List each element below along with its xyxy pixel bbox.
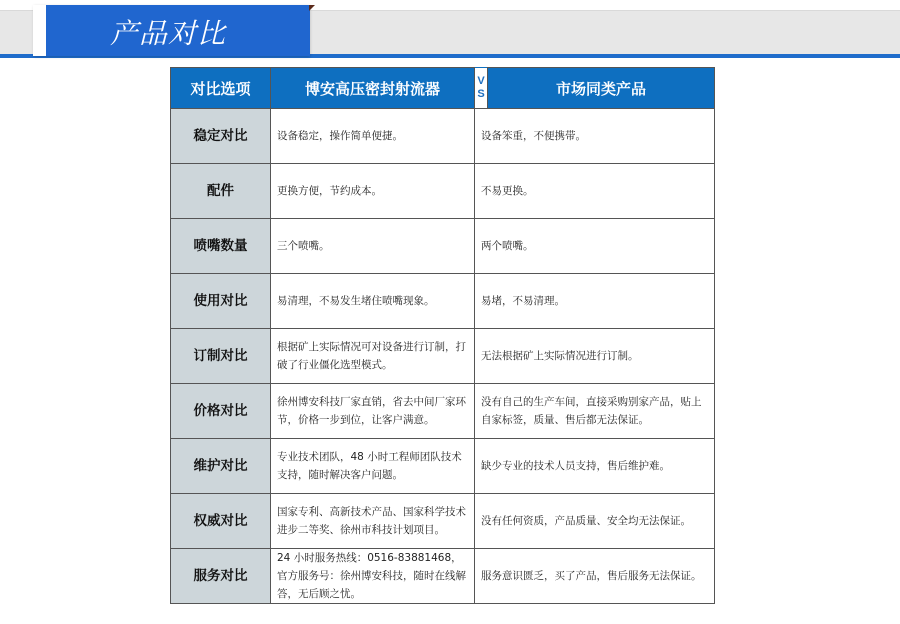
ours-cell: 设备稳定，操作简单便捷。: [271, 109, 475, 164]
table-row: [171, 494, 715, 549]
market-cell: 设备笨重，不便携带。: [475, 109, 715, 164]
row-label: 价格对比: [171, 384, 271, 439]
table-row: [171, 549, 715, 604]
row-label: 配件: [171, 164, 271, 219]
vs-letter-s: S: [477, 88, 485, 100]
row-label: 稳定对比: [171, 109, 271, 164]
corner-decoration: [309, 5, 315, 11]
vs-letter-v: V: [477, 75, 485, 87]
market-cell: 易堵，不易清理。: [475, 274, 715, 329]
market-cell: 两个喷嘴。: [475, 219, 715, 274]
table-row: [171, 384, 715, 439]
table-header-row: [171, 68, 715, 109]
table-row: [171, 274, 715, 329]
ours-cell: 徐州博安科技厂家直销，省去中间厂家环节，价格一步到位，让客户满意。: [271, 384, 475, 439]
table-row: [171, 439, 715, 494]
ours-cell: 国家专利、高新技术产品、国家科学技术进步二等奖、徐州市科技计划项目。: [271, 494, 475, 549]
ours-cell: 根据矿上实际情况可对设备进行订制，打破了行业僵化选型模式。: [271, 329, 475, 384]
table-row: [171, 219, 715, 274]
row-label: 维护对比: [171, 439, 271, 494]
page-title: 产品对比: [110, 17, 227, 50]
table-row: [171, 329, 715, 384]
comparison-table: [170, 67, 715, 604]
market-cell: 没有自己的生产车间，直接采购别家产品，贴上自家标签，质量、售后都无法保证。: [475, 384, 715, 439]
header-option: 对比选项: [171, 68, 271, 109]
row-label: 服务对比: [171, 549, 271, 604]
ours-cell: 专业技术团队，48 小时工程师团队技术支持，随时解决客户问题。: [271, 439, 475, 494]
market-cell: 服务意识匮乏，买了产品，售后服务无法保证。: [475, 549, 715, 604]
ours-cell: 易清理，不易发生堵住喷嘴现象。: [271, 274, 475, 329]
ours-cell: 三个喷嘴。: [271, 219, 475, 274]
row-label: 使用对比: [171, 274, 271, 329]
header-market: 市场同类产品: [488, 68, 715, 109]
row-label: 订制对比: [171, 329, 271, 384]
market-cell: 缺少专业的技术人员支持，售后维护难。: [475, 439, 715, 494]
ours-cell: 24 小时服务热线：0516-83881468，官方服务号：徐州博安科技，随时在线解答，无后顾之忧。: [271, 549, 475, 604]
row-label: 权威对比: [171, 494, 271, 549]
table-row: [171, 164, 715, 219]
row-label: 喷嘴数量: [171, 219, 271, 274]
market-cell: 无法根据矿上实际情况进行订制。: [475, 329, 715, 384]
header-ours: 博安高压密封射流器: [271, 68, 475, 109]
ours-cell: 更换方便，节约成本。: [271, 164, 475, 219]
table-row: [171, 109, 715, 164]
vs-badge: [475, 68, 488, 109]
market-cell: 没有任何资质，产品质量、安全均无法保证。: [475, 494, 715, 549]
market-cell: 不易更换。: [475, 164, 715, 219]
